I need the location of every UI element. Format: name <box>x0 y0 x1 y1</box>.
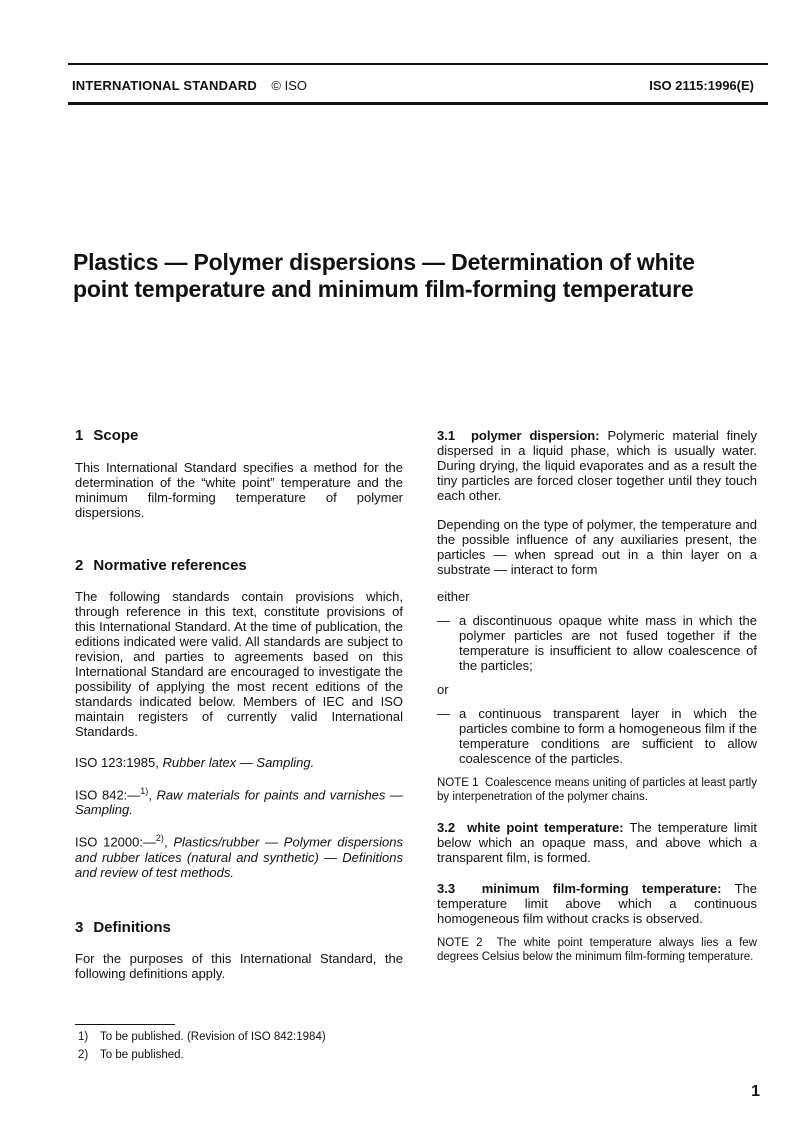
definition-term: white point temperature: <box>467 820 624 835</box>
section-title: Scope <box>93 427 139 444</box>
header-standard-label: INTERNATIONAL STANDARD <box>72 78 257 93</box>
note-text: Coalescence means uniting of particles at least partly by interpenetration of the polymer chains. <box>437 777 757 803</box>
normative-text: The following standards contain provisions which, through reference in this text, constitute provisions of this International Standard. At the time of publication, the editions indicated were valid. All standards are subject to revision, and parties to agreements based on this International Standard are encouraged to investigate the possibility of applying the most recent editions of the standards indicated below. Members of IEC and ISO maintain registers of currently valid International Standards. <box>75 589 403 739</box>
section-number: 1 <box>75 427 84 444</box>
list-item-text: a continuous transparent layer in which the particles combine to form a homogeneous film if the temperature conditions are sufficient to allow coalescence of the particles. <box>459 706 757 766</box>
definition-text: The temperature limit below which an opaque mass, and above which a transparent film, is formed. <box>437 820 757 865</box>
definition-number: 3.1 <box>437 428 456 443</box>
definition-text: The temperature limit above which a continuous homogeneous film without cracks is observed. <box>437 881 757 926</box>
list-dash: — <box>437 706 450 721</box>
definition-term: polymer dispersion: <box>470 428 600 443</box>
definition-3-3 <box>437 881 757 926</box>
section-title: Normative references <box>93 557 247 574</box>
header-doc-number: ISO 2115:1996(E) <box>649 78 754 93</box>
section-1-heading <box>75 428 403 443</box>
list-dash: — <box>437 613 450 628</box>
header-copyright: © ISO <box>271 78 307 93</box>
section-2-heading <box>75 558 403 573</box>
note-text: The white point temperature always lies a few degrees Celsius below the minimum film-forming temperature. <box>437 937 757 963</box>
ref-code: ISO 12000:— <box>75 834 156 850</box>
definition-number: 3.2 <box>437 820 456 835</box>
header-rule-bottom <box>68 102 768 105</box>
section-number: 3 <box>75 918 84 936</box>
definition-3-1-para2: Depending on the type of polymer, the temperature and the possible influence of any auxiliaries present, the particles — when spread out in a thin layer on a substrate — interact to form <box>437 517 757 577</box>
footnote-2 <box>78 1049 184 1061</box>
footnote-1 <box>78 1031 326 1043</box>
footnote-text: To be published. <box>100 1049 184 1061</box>
list-item-text: a discontinuous opaque white mass in which the polymer particles are not fused together if the temperature is insufficient to allow coalescence of the particles; <box>459 613 757 673</box>
scope-text: This International Standard specifies a method for the determination of the “white point” temperature and the minimum film-forming temperature of polymer dispersions. <box>75 460 403 520</box>
list-item <box>437 613 757 673</box>
right-column <box>437 428 757 964</box>
note-2 <box>437 936 757 964</box>
footnote-text: To be published. (Revision of ISO 842:1984) <box>100 1031 326 1043</box>
ref-footnote-mark: 2) <box>155 833 164 844</box>
section-3-heading <box>75 920 403 935</box>
note-label: NOTE 2 <box>437 937 483 949</box>
note-1 <box>437 776 757 804</box>
definition-3-1 <box>437 428 757 503</box>
reference-item <box>75 755 403 770</box>
page-title: Plastics — Polymer dispersions — Determination of white point temperature and minimum film-forming temperature <box>73 249 695 302</box>
definition-number: 3.3 <box>437 881 456 896</box>
ref-code: ISO 842:— <box>75 787 141 803</box>
definitions-intro: For the purposes of this International Standard, the following definitions apply. <box>75 950 403 981</box>
ref-title: Rubber latex — Sampling. <box>162 755 315 770</box>
definition-term: minimum film-forming temperature: <box>481 881 722 896</box>
page-number: 1 <box>751 1083 760 1100</box>
footnote-number: 2) <box>78 1049 89 1061</box>
definition-3-2 <box>437 820 757 865</box>
list-item <box>437 706 757 766</box>
or-word: or <box>437 682 449 697</box>
ref-title: Raw materials for paints and varnishes — Sampling. <box>75 787 403 818</box>
reference-item: ISO 842:—$^{1)}$, Raw materials for paints and varnishes — Sampling. <box>75 786 403 818</box>
header-left <box>72 78 307 93</box>
ref-code: ISO 123:1985, <box>75 755 159 770</box>
section-number: 2 <box>75 557 84 574</box>
ref-footnote-mark: 1) <box>140 786 149 796</box>
ref-title: Plastics/rubber — Polymer dispersions and rubber latices (natural and synthetic) — Definitions and review of test methods. <box>75 834 403 880</box>
definition-text: Polymeric material finely dispersed in a liquid phase, which is usually water. During drying, the liquid evaporates and as a result the tiny particles are forced closer together until they touch each other. <box>437 428 757 503</box>
either-word: either <box>437 589 470 604</box>
reference-item: ISO 12000:—$^{2)}$, Plastics/rubber — Polymer dispersions and rubber latices (natural and synthetic) — Definitions and review of test methods. <box>75 833 403 880</box>
note-label: NOTE 1 <box>437 777 479 789</box>
footnote-number: 1) <box>78 1031 89 1043</box>
section-title: Definitions <box>93 918 171 936</box>
header-rule-top <box>68 63 768 65</box>
left-column <box>75 428 403 981</box>
footnote-rule <box>75 1024 175 1025</box>
